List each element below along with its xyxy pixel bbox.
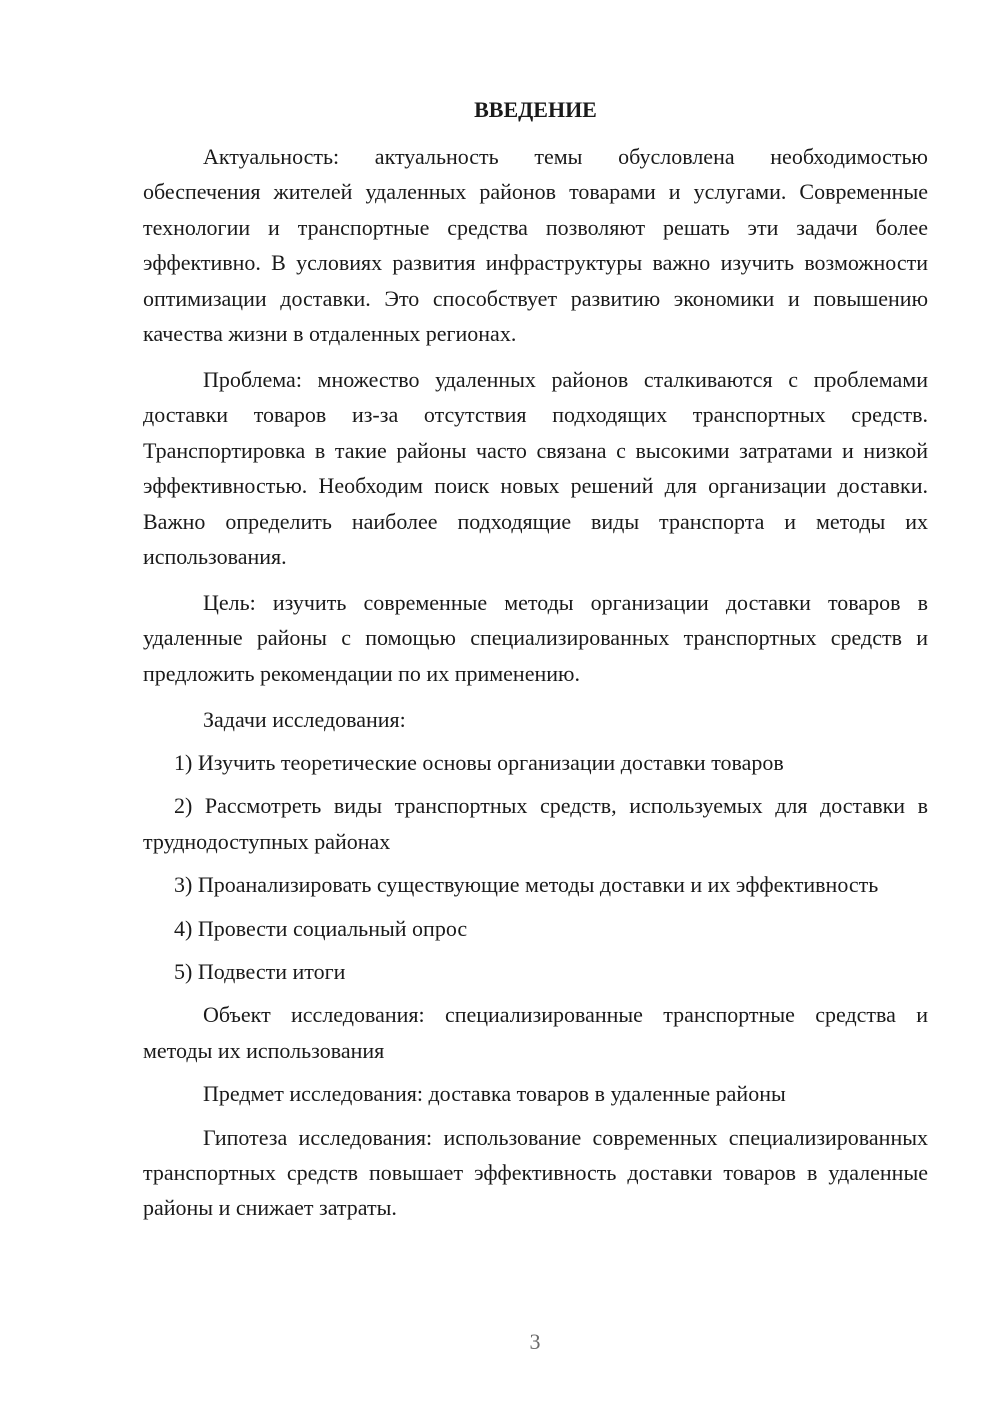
paragraph-relevance: Актуальность: актуальность темы обусловлена необходимостью обеспечения жителей удаленных районов товарами и услугами. Современные технологии и транспортные средства позволяют решать эти задачи более эффективно. В условиях развития инфраструктуры важно изучить возможности оптимизации доставки. Это способствует развитию экономики и повышению качества жизни в отдаленных регионах. <box>143 144 928 347</box>
paragraph-subject: Предмет исследования: доставка товаров в удаленные районы <box>203 1081 786 1107</box>
paragraph-goal: Цель: изучить современные методы организации доставки товаров в удаленные районы с помощью специализированных транспортных средств и предложить рекомендации по их применению. <box>143 589 928 686</box>
paragraph-object: Объект исследования: специализированные транспортные средства и методы их использования <box>143 1002 928 1063</box>
task-item-1: 1) Изучить теоретические основы организации доставки товаров <box>174 750 784 775</box>
page-number: 3 <box>529 1329 541 1354</box>
page-content <box>143 92 928 1236</box>
paragraph-hypothesis: Гипотеза исследования: использование современных специализированных транспортных средств повышает эффективность доставки товаров в удаленные районы и снижает затраты. <box>143 1124 928 1221</box>
task-item-3: 3) Проанализировать существующие методы доставки и их эффективность <box>174 872 879 898</box>
task-item-2: 2) Рассмотреть виды транспортных средств, используемых для доставки в труднодоступных районах <box>143 793 928 854</box>
section-title: ВВЕДЕНИЕ <box>474 97 597 122</box>
task-item-5: 5) Подвести итоги <box>174 959 346 985</box>
task-item-4: 4) Провести социальный опрос <box>174 915 468 941</box>
tasks-heading: Задачи исследования: <box>203 706 406 732</box>
paragraph-problem: Проблема: множество удаленных районов сталкиваются с проблемами доставки товаров из-за отсутствия подходящих транспортных средств. Транспортировка в такие районы часто связана с высокими затратами и низкой эффективностью. Необходим поиск новых решений для организации доставки. Важно определить наиболее подходящие виды транспорта и методы их использования. <box>143 366 928 569</box>
